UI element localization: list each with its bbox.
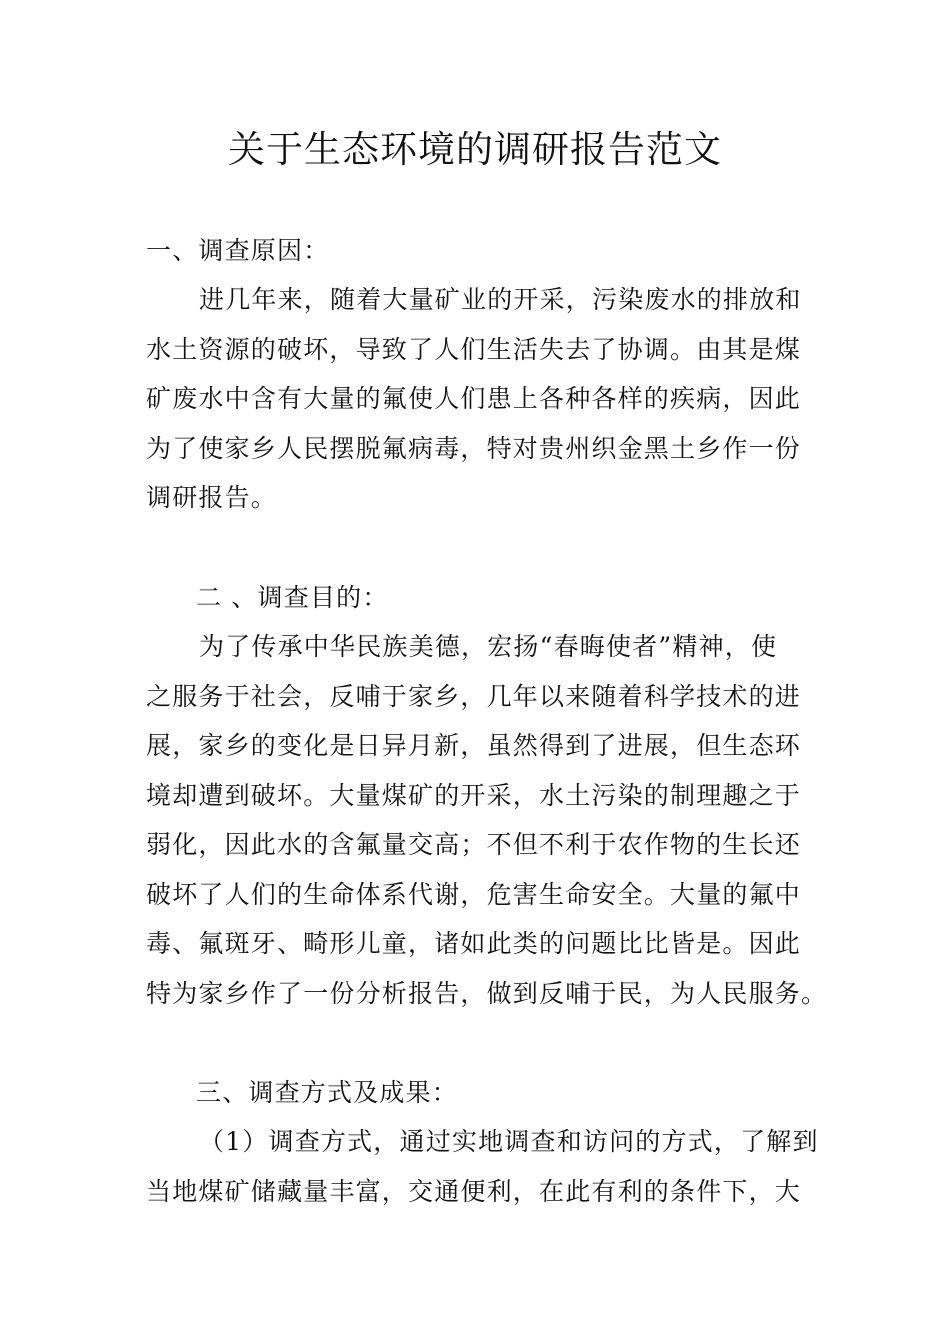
section2-line-3: 展，家乡的变化是日异月新，虽然得到了进展，但生态环 [146,731,802,760]
section1-line-3: 矿废水中含有大量的氟使人们患上各种各样的疾病，因此 [146,384,802,413]
section3-line-1: （1）调查方式，通过实地调查和访问的方式，了解到 [199,1127,819,1156]
document-title: 关于生态环境的调研报告范文 [228,128,722,171]
section2-line-5: 弱化，因此水的含氟量交高；不但不利于农作物的生长还 [146,830,802,859]
section1-line-5: 调研报告。 [146,483,278,512]
section1-heading: 一、调查原因： [146,236,330,265]
section3-heading: 三、调查方式及成果： [196,1078,459,1107]
section3-line-2: 当地煤矿储藏量丰富，交通便利，在此有利的条件下，大 [146,1177,802,1206]
section2-line-7: 毒、氟斑牙、畸形儿童，诸如此类的问题比比皆是。因此 [146,929,802,958]
section2-line-1: 为了传承中华民族美德，宏扬“春晦使者”精神，使 [199,632,778,661]
section1-line-4: 为了使家乡人民摆脱氟病毒，特对贵州织金黑土乡作一份 [146,434,802,463]
section1-line-1: 进几年来，随着大量矿业的开采，污染废水的排放和 [199,285,802,314]
section2-line-6: 破坏了人们的生命体系代谢，危害生命安全。大量的氟中 [146,880,802,909]
section2-line-2: 之服务于社会，反哺于家乡，几年以来随着科学技术的进 [146,682,802,711]
section2-heading: 二 、调查目的： [196,583,389,612]
section2-line-4: 境却遭到破坏。大量煤矿的开采，水土污染的制理趣之于 [146,781,802,810]
section1-line-2: 水土资源的破坏，导致了人们生活失去了协调。由其是煤 [146,335,802,364]
section2-line-8: 特为家乡作了一份分析报告，做到反哺于民，为人民服务。 [146,979,828,1008]
